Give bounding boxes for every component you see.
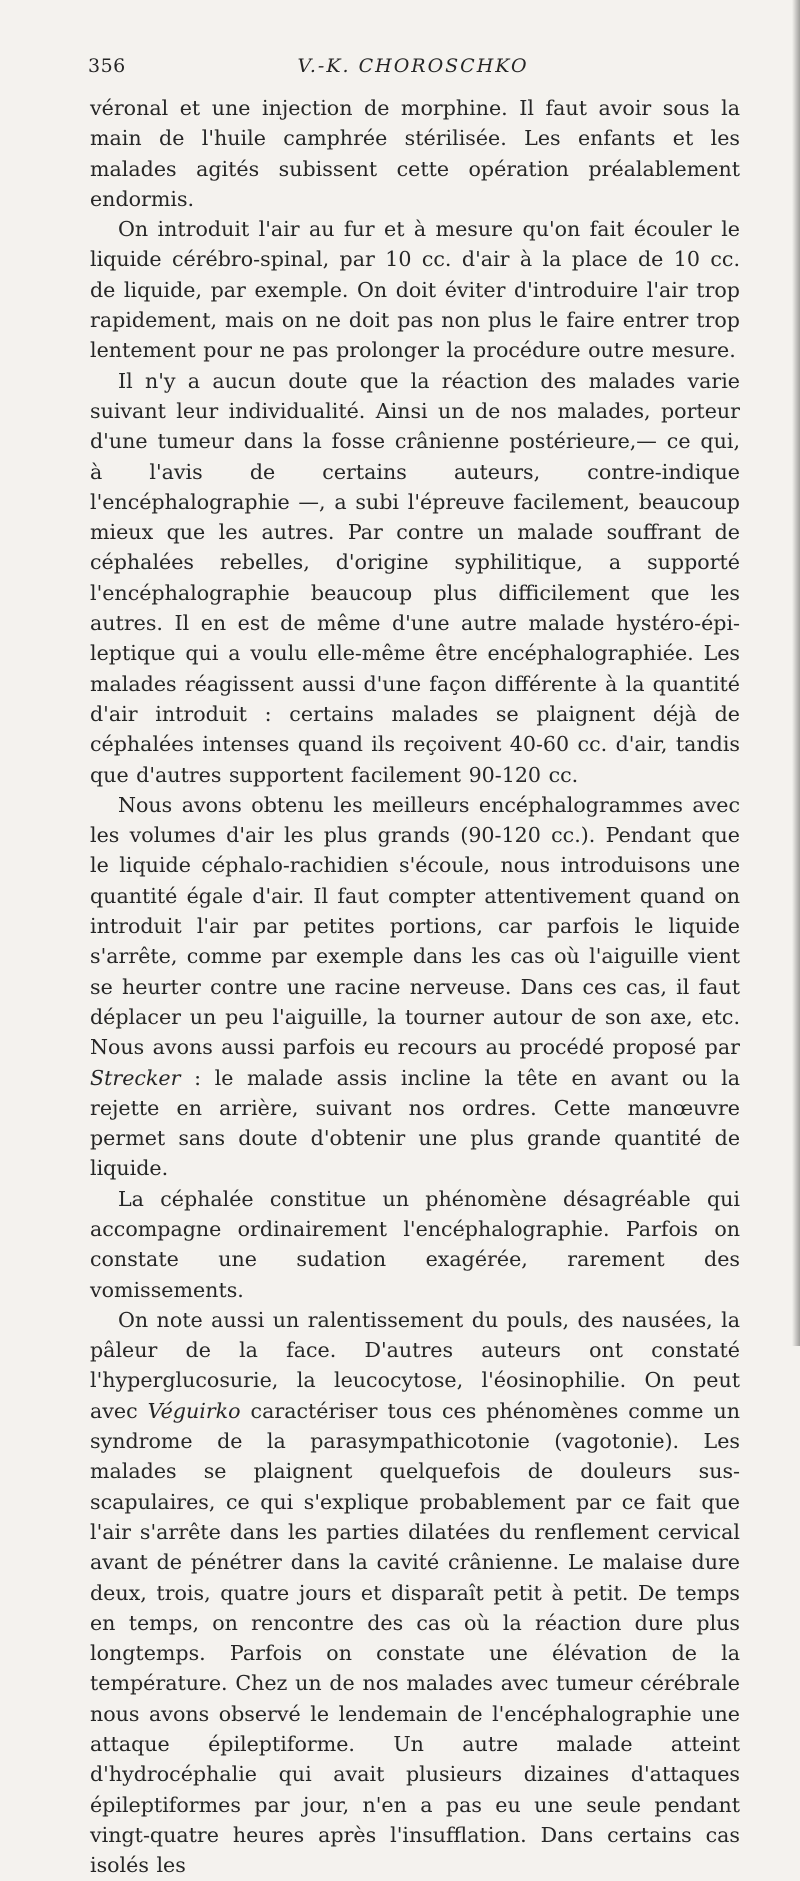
page-number: 356: [88, 55, 126, 77]
paragraph-3: Il n'y a aucun doute que la réaction des malades varie suivant leur individualité. Ainsi un de nos malades, porteur d'une tumeur dans la fosse crânienne postérieure,— ce qui, à l'avis de certains auteurs, contre-indique l'encéphalographie —, a subi l'épreuve facilement, beaucoup mieux que les autres. Par contre un malade souffrant de céphalées rebelles, d'origine syphilitique, a supporté l'encéphalographie beaucoup plus difficilement que les autres. Il en est de même d'une autre malade hystéro-épileptique qui a voulu elle-même être encéphalographiée. Les malades réagissent aussi d'une façon différente à la quantité d'air introduit : certains malades se plaignent déjà de céphalées intenses quand ils reçoivent 40-60 cc. d'air, tandis que d'autres supportent facilement 90-120 cc.: [90, 368, 740, 787]
paragraph-4: Nous avons obtenu les meilleurs encéphalogrammes avec les volumes d'air les plus grands (90-120 cc.). Pendant que le liquide céphalo-rachidien s'écoule, nous introduisons une quantité égale d'air. Il faut compter attentivement quand on introduit l'air par petites portions, car parfois le liquide s'arrête, comme par exemple dans les cas où l'aiguille vient se heurter contre une racine nerveuse. Dans ces cas, il faut déplacer un peu l'aiguille, la tourner autour de son axe, etc. Nous avons aussi parfois eu recours au procédé proposé par Strecker : le malade assis incline la tête en avant ou la rejette en arrière, suivant nos ordres. Cette manœuvre permet sans doute d'obtenir une plus grande quantité de liquide.: [90, 792, 740, 1181]
page-edge-shadow: [792, 0, 800, 1346]
body-text: [90, 93, 740, 1881]
author-name-veguirko: Véguirko: [147, 1398, 241, 1423]
page-header: [88, 55, 738, 81]
paragraph-5: La céphalée constitue un phénomène désagréable qui accompagne ordinairement l'encéphalographie. Parfois on constate une sudation exagérée, rarement des vomissements.: [90, 1186, 740, 1302]
author-name-strecker: Strecker: [90, 1065, 181, 1090]
paragraph-2: On introduit l'air au fur et à mesure qu'on fait écouler le liquide cérébro-spinal, par 10 cc. d'air à la place de 10 cc. de liquide, par exemple. On doit éviter d'introduire l'air trop rapidement, mais on ne doit pas non plus le faire entrer trop lentement pour ne pas prolonger la procédure outre mesure.: [90, 217, 740, 363]
paragraph-1: véronal et une injection de morphine. Il faut avoir sous la main de l'huile camphrée stérilisée. Les enfants et les malades agités subissent cette opération préalablement endormis.: [90, 96, 740, 211]
paragraph-6: On note aussi un ralentissement du pouls, des nausées, la pâleur de la face. D'autres auteurs ont constaté l'hyperglucosurie, la leucocytose, l'éosinophilie. On peut avec Véguirko caractériser tous ces phénomènes comme un syndrome de la parasympathicotonie (vagotonie). Les malades se plaignent quelquefois de douleurs sus-scapulaires, ce qui s'explique probablement par ce fait que l'air s'arrête dans les parties dilatées du renflement cervical avant de pénétrer dans la cavité crânienne. Le malaise dure deux, trois, quatre jours et disparaît petit à petit. De temps en temps, on rencontre des cas où la réaction dure plus longtemps. Parfois on constate une élévation de la température. Chez un de nos malades avec tumeur cérébrale nous avons observé le lendemain de l'encéphalographie une attaque épileptiforme. Un autre malade atteint d'hydrocéphalie qui avait plusieurs dizaines d'attaques épileptiformes par jour, n'en a pas eu une seule pendant vingt-quatre heures après l'insufflation. Dans certains cas isolés les: [90, 1307, 740, 1878]
running-head: V.-K. CHOROSCHKO: [297, 55, 529, 77]
